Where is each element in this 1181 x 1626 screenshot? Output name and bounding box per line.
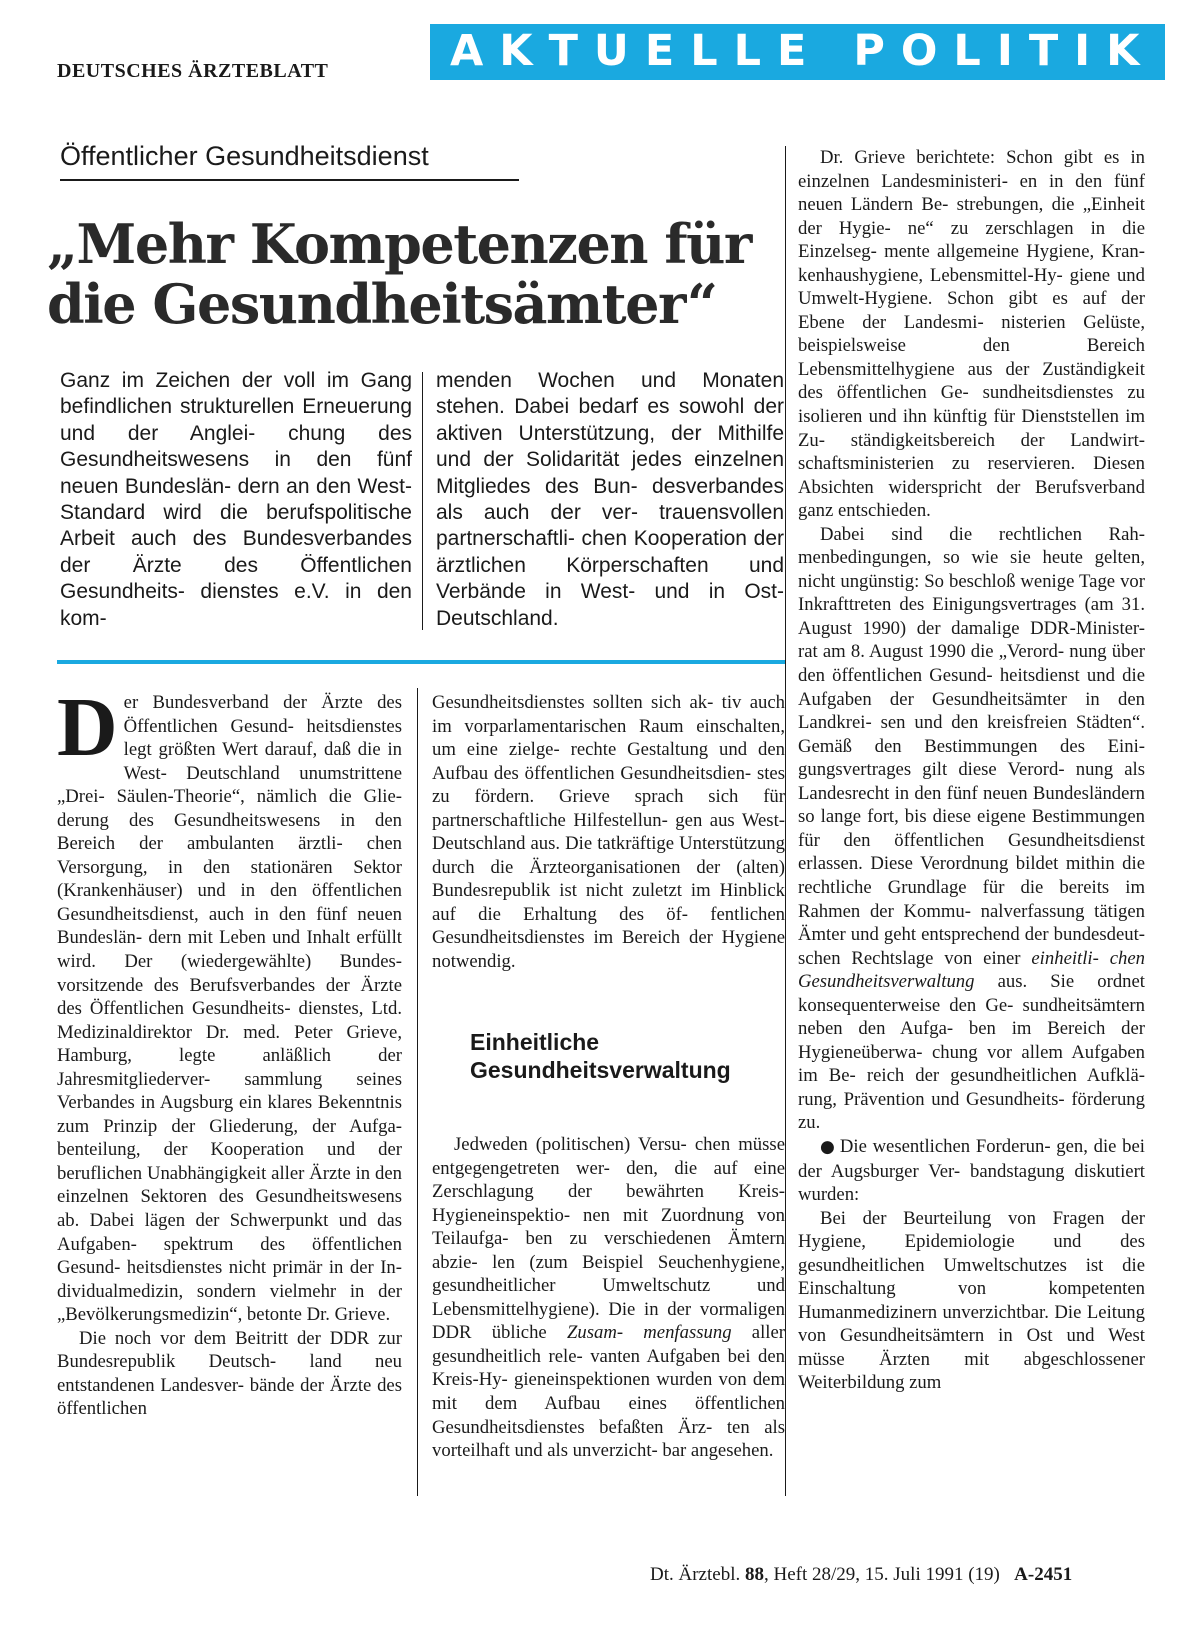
headline-line-1: „Mehr Kompetenzen für [47,212,751,276]
article-headline [47,214,797,334]
body-paragraph: Gesundheitsdienstes sollten sich ak- tiv auch im vorparlamentarischen Raum einschalten, um eine zielge- rechte Gestaltung und den Aufbau des öffentlichen Gesundheitsdien- stes zu fördern. Grieve sprach sich für partnerschaftliche Hilfestellun- gen aus West-Deutschland aus. Die tatkräftige Unterstützung durch die Ärzteorganisationen der (alten) Bundesrepublik ist nicht zuletzt im Hinblick auf die Erhaltung des öf- fentlichen Gesundheitsdienstes im Bereich der Hygiene notwendig. [432,692,785,973]
drop-cap: D [57,681,118,774]
body-column-2 [432,691,785,974]
body-paragraph [432,1133,785,1463]
footer-volume: 88 [744,1564,764,1585]
article-rubric: Öffentlicher Gesundheitsdienst [60,141,429,171]
body-paragraph: Die noch vor dem Beitritt der DDR zur Bundesrepublik Deutsch- land neu entstandenen Landesver- bände der Ärzte des öffentlichen [57,1327,402,1420]
headline-line-2: die Gesundheitsämter“ [47,272,717,336]
body-paragraph [57,681,402,1327]
footer-page-number: A-2451 [1014,1564,1073,1585]
paragraph-text: Jedweden (politischen) Versu- chen müsse entgegengetreten wer- den, die auf eine Zerschlagung der bewährten Kreis-Hygieneinspektio- nen mit Zuordnung von Teilaufga- ben zu verschiedenen Ämtern abzie- len (zum Beispiel Seuchenhygiene, gesundheitlicher Umweltschutz und Lebensmittelhygiene). Die in der vormaligen DDR übliche [432,1134,785,1344]
page-footer [650,1564,1150,1586]
body-column-3 [798,146,1145,1395]
emphasis-text: einheitli- chen Gesundheitsverwaltung [798,947,1145,993]
lead-paragraph-right: menden Wochen und Monaten stehen. Dabei bedarf es sowohl der aktiven Unterstützung, der Mithilfe und der Solidarität jedes einzelnen Mitgliedes des Bun- desverbandes als auch der ver- trauensvollen partnerschaftli- chen Kooperation der ärztlichen Körperschaften und Verbände in West- und in Ost-Deutschland. [436,369,784,630]
lead-column-divider [422,372,423,630]
bullet-icon: ● [820,1136,836,1157]
subheading-line-1: Einheitliche [470,1029,600,1055]
lead-paragraph-left: Ganz im Zeichen der voll im Gang befindlichen strukturellen Erneuerung und der Anglei- chung des Gesundheitswesens in den fünf neuen Bundeslän- dern an den West-Standard wird die berufspolitische Arbeit auch des Bundesverbandes der Ärzte des Öffentlichen Gesundheits- dienstes e.V. in den kom- [60,369,412,630]
subheading-line-2: Gesundheitsverwaltung [470,1057,731,1083]
footer-journal: Dt. Ärztebl. [650,1564,741,1585]
body-column-1 [57,681,402,1421]
section-title: AKTUELLE POLITIK [450,26,1156,76]
section-banner [430,24,1165,80]
paragraph-text: aus. Sie ordnet konsequenterweise den Ge- sundheitsämtern neben den Aufga- ben im Bereich der Hygieneüberwa- chung vor allem Aufgaben im Be- reich der gesundheitlichen Aufklä- rung, Prävention und Gesundheits- förderung zu. [798,971,1145,1134]
lead-separator-rule [57,660,786,664]
body-column-2-continued [432,1133,785,1463]
paragraph-text: Die wesentlichen Forderun- gen, die bei der Augsburger Ver- bandstagung diskutiert wurden: [798,1135,1145,1206]
body-paragraph: Bei der Beurteilung von Fragen der Hygiene, Epidemiologie und des gesundheitlichen Umweltschutzes ist die Einschaltung von kompetenten Humanmedizinern unverzichtbar. Die Leitung von Gesundheitsämtern in Ost und West müsse Ärzten mit abgeschlossener Weiterbildung zum [798,1207,1145,1394]
paragraph-text: er Bundesverband der Ärzte des Öffentlichen Gesund- heitsdienstes legt größten Wert darauf, daß die in West- Deutschland unumstrittene „Drei- Säulen-Theorie“, nämlich die Glie- derung des Gesundheitswesens in den Bereich der ambulanten ärztli- chen Versorgung, in den stationären Sektor (Krankenhäuser) und in den öffentlichen Gesundheitsdienst, auch in den fünf neuen Bundeslän- dern mit Leben und Inhalt erfüllt wird. Der (wiedergewählte) Bundes- vorsitzende des Berufsverbandes der Ärzte des Öffentlichen Gesundheits- dienstes, Ltd. Medizinaldirektor Dr. med. Peter Grieve, Hamburg, legte anläßlich der Jahresmitgliederver- sammlung seines Verbandes in Augsburg ein klares Bekenntnis zum Prinzip der Gliederung, der Aufga- benteilung, der Kooperation und der beruflichen Unabhängigkeit aller Ärzte in den einzelnen Sektoren des Gesundheitswesens ab. Dabei lägen der Schwerpunkt und das Aufgaben- spektrum des öffentlichen Gesund- heitsdienstes nicht primär in der In- dividualmedizin, sondern vielmehr in der „Bevölkerungsmedizin“, betonte Dr. Grieve. [57,692,402,1326]
body-paragraph [798,523,1145,1135]
column-divider [785,146,786,1496]
section-subheading [470,1028,800,1084]
body-paragraph [798,1135,1145,1207]
column-divider [417,688,418,1496]
emphasis-text: Zusam- menfassung [566,1322,732,1344]
masthead: DEUTSCHES ÄRZTEBLATT [57,60,329,82]
paragraph-text: Dabei sind die rechtlichen Rah- menbedingungen, so wie sie heute gelten, nicht ungünstig: So beschloß wenige Tage vor Inkrafttreten des Einigungsvertrages (am 31. August 1990) der damalige DDR-Minister- rat am 8. August 1990 die „Verord- nung über den öffentlichen Gesund- heitsdienst und die Aufgaben der Gesundheitsämter in den Landkrei- sen und den kreisfreien Städten“. Gemäß den Bestimmungen des Eini- gungsvertrages gilt diese Verord- nung als Landesrecht in den fünf neuen Bundesländern so lange fort, bis diese eigene Bestimmungen für den öffentlichen Gesundheitsdienst erlassen. Diese Verordnung bildet mithin die rechtliche Grundlage für die bereits im Rahmen der Kommu- nalverfassung tätigen Ämter und geht entsprechend der bundesdeut- schen Rechtslage von einer [798,523,1145,969]
footer-issue: , Heft 28/29, 15. Juli 1991 (19) [763,1564,1000,1585]
rubric-underline [60,179,519,181]
paragraph-text: aller gesundheitlich rele- vanten Aufgaben bei den Kreis-Hy- gieneinspektionen wurden von dem mit dem Aufbau eines öffentlichen Gesundheitsdienstes befaßten Ärz- ten als vorteilhaft und als unverzicht- bar angesehen. [432,1322,785,1462]
body-paragraph: Dr. Grieve berichtete: Schon gibt es in einzelnen Landesministeri- en in den fünf neuen Ländern Be- strebungen, die „Einheit der Hygie- ne“ zu zerschlagen in die Einzelseg- mente allgemeine Hygiene, Kran- kenhaushygiene, Lebensmittel-Hy- giene und Umwelt-Hygiene. Schon gibt es auf der Ebene der Landesmi- nisterien Gelüste, beispielsweise den Bereich Lebensmittelhygiene aus der Zuständigkeit des öffentlichen Ge- sundheitsdienstes zu isolieren und ihn künftig für Dienststellen im Zu- ständigkeitsbereich der Landwirt- schaftsministerien zu reservieren. Diesen Absichten widerspricht der Berufsverband ganz entschieden. [798,147,1145,522]
